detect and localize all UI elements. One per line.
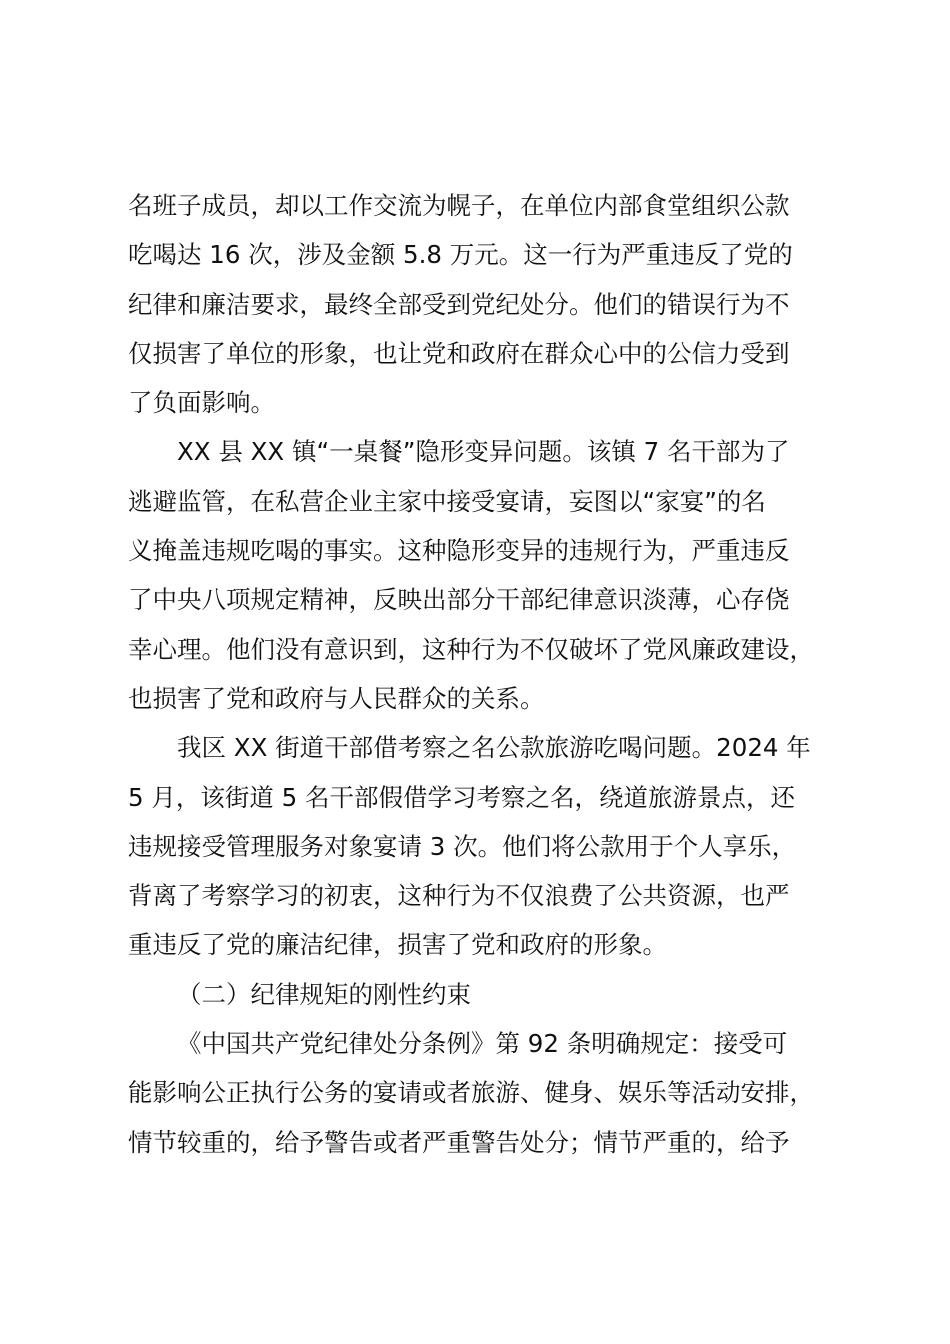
paragraph-canteen-case — [128, 181, 858, 427]
text-line: XX 县 XX 镇“一桌餐”隐形变异问题。该镇 7 名干部为了 — [177, 437, 790, 467]
text-line: 能影响公正执行公务的宴请或者旅游、健身、娱乐等活动安排， — [128, 1078, 814, 1108]
text-line: 背离了考察学习的初衷，这种行为不仅浪费了公共资源，也严 — [128, 881, 790, 911]
text-line: 纪律和廉洁要求，最终全部受到党纪处分。他们的错误行为不 — [128, 289, 790, 319]
text-line: 仅损害了单位的形象，也让党和政府在群众心中的公信力受到 — [128, 338, 790, 368]
paragraph-regulation — [128, 1019, 858, 1167]
text-line: 义掩盖违规吃喝的事实。这种隐形变异的违规行为，严重违反 — [128, 536, 790, 566]
section-heading — [128, 970, 858, 1019]
paragraph-inspection-tour-case — [128, 723, 858, 969]
text-line: 幸心理。他们没有意识到，这种行为不仅破坏了党风廉政建设， — [128, 634, 814, 664]
paragraph-family-banquet-case — [128, 427, 858, 723]
text-line: 逃避监管，在私营企业主家中接受宴请，妄图以“家宴”的名 — [128, 486, 766, 516]
text-line: 名班子成员，却以工作交流为幌子，在单位内部食堂组织公款 — [128, 191, 790, 220]
text-line: 也损害了党和政府与人民群众的关系。 — [128, 683, 545, 713]
text-line: 了负面影响。 — [128, 388, 275, 418]
text-line: 《中国共产党纪律处分条例》第 92 条明确规定：接受可 — [177, 1029, 788, 1059]
text-line: 重违反了党的廉洁纪律，损害了党和政府的形象。 — [128, 930, 667, 960]
text-line: 了中央八项规定精神，反映出部分干部纪律意识淡薄，心存侥 — [128, 585, 790, 615]
text-line: 5 月，该街道 5 名干部假借学习考察之名，绕道旅游景点，还 — [128, 782, 796, 812]
text-line: 情节较重的，给予警告或者严重警告处分；情节严重的，给予 — [128, 1127, 790, 1157]
text-line: 吃喝达 16 次，涉及金额 5.8 万元。这一行为严重违反了党的 — [128, 240, 793, 270]
text-line: 我区 XX 街道干部借考察之名公款旅游吃喝问题。2024 年 — [177, 733, 811, 763]
document-body — [128, 181, 858, 1167]
text-line: 违规接受管理服务对象宴请 3 次。他们将公款用于个人享乐， — [128, 831, 797, 861]
section-heading-text: （二）纪律规矩的刚性约束 — [177, 979, 471, 1009]
